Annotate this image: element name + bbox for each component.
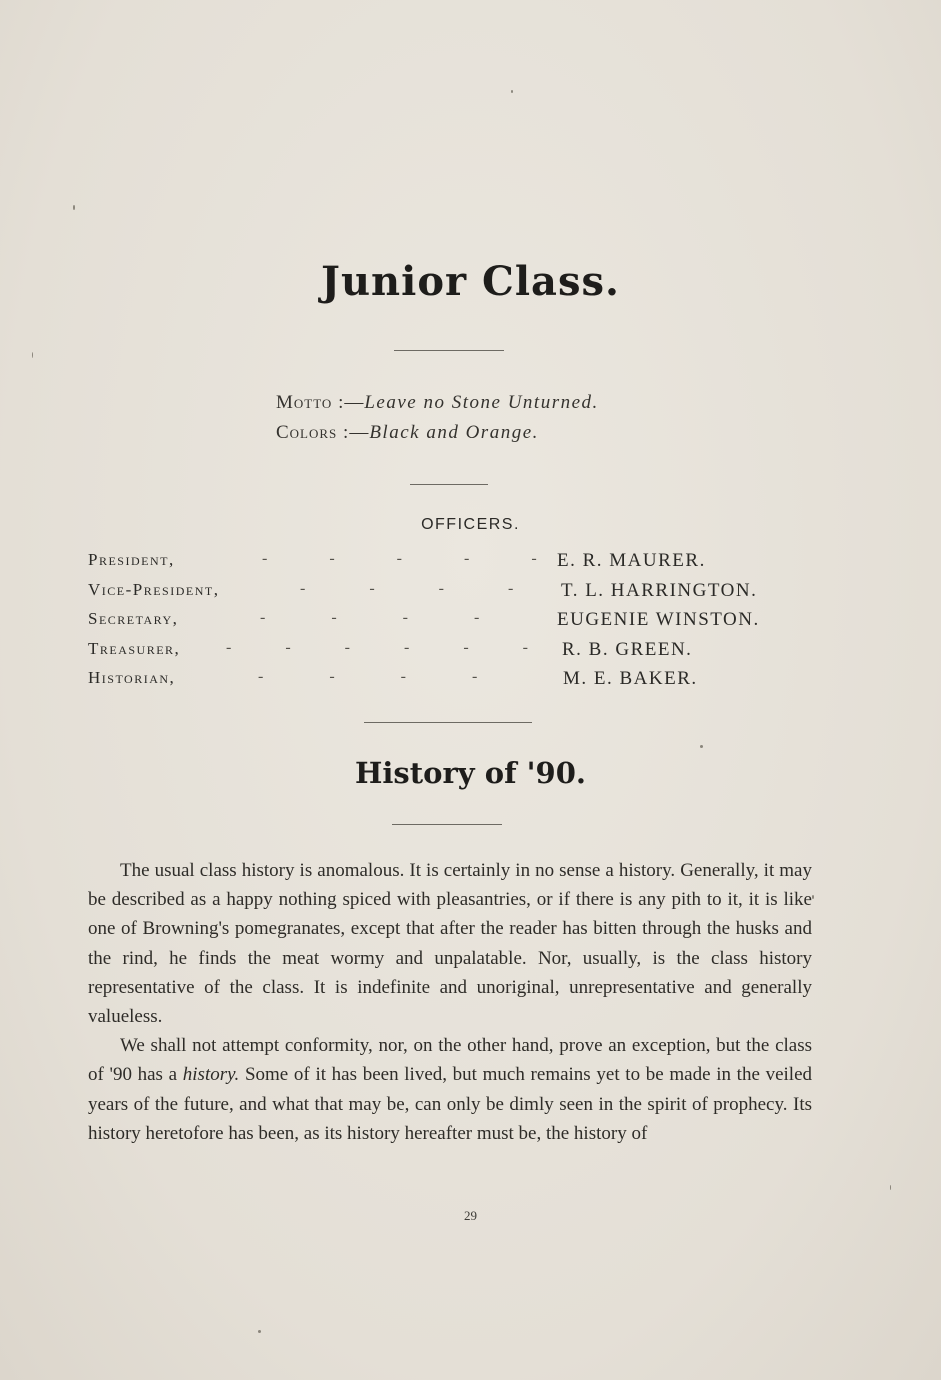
officer-row-treasurer xyxy=(0,639,941,669)
officer-row-vice-president xyxy=(0,580,941,610)
page-number: 29 xyxy=(464,1208,477,1223)
officers-heading: OFFICERS. xyxy=(421,516,520,533)
officer-title: Historian, xyxy=(88,668,176,687)
paper-speck xyxy=(890,1185,891,1190)
officer-leader-dashes: - - - - - - xyxy=(226,639,528,656)
officer-title: Treasurer, xyxy=(88,639,181,658)
officer-title: Vice-President, xyxy=(88,580,220,599)
history-paragraph xyxy=(88,1031,812,1148)
motto-label: Motto :— xyxy=(276,392,365,413)
paper-speck xyxy=(258,1330,261,1333)
paragraph-text: Some of it has been lived, but much remains yet to be made in the veiled years of the future, and what that may be, can only be dimly seen in the spirit of prophecy. Its history heretofore has been, as its history hereafter must be, the history of xyxy=(88,1064,813,1144)
motto-divider xyxy=(410,484,488,485)
colors-value: Black and Orange. xyxy=(369,422,539,443)
motto-line xyxy=(276,392,599,414)
history-heading: History of '90. xyxy=(355,756,586,790)
page-title: Junior Class. xyxy=(321,258,620,305)
officer-name: T. L. HARRINGTON. xyxy=(561,580,758,601)
officer-name: M. E. BAKER. xyxy=(563,668,698,689)
paragraph-text: We shall not attempt conformity, nor, on the other hand, prove an exception, but the class of '90 has a xyxy=(88,1035,812,1086)
officer-name: R. B. GREEN. xyxy=(562,639,693,660)
officer-title: Secretary, xyxy=(88,609,179,628)
officer-leader-dashes: - - - - xyxy=(300,580,514,597)
officer-row-secretary xyxy=(0,609,941,639)
officer-row-historian xyxy=(0,668,941,698)
paper-speck xyxy=(812,895,814,899)
colors-line xyxy=(276,422,539,444)
motto-value: Leave no Stone Unturned. xyxy=(364,392,599,413)
officer-leader-dashes: - - - - - xyxy=(262,550,537,567)
paper-speck xyxy=(511,90,513,93)
officer-row-president xyxy=(0,550,941,580)
officer-leader-dashes: - - - - xyxy=(258,668,478,685)
officer-name: EUGENIE WINSTON. xyxy=(557,609,760,630)
emphasized-word: history. xyxy=(182,1064,240,1086)
officer-name: E. R. MAURER. xyxy=(557,550,706,571)
title-divider xyxy=(394,350,504,351)
officer-title: President, xyxy=(88,550,175,569)
colors-label: Colors :— xyxy=(276,422,370,443)
officer-leader-dashes: - - - - xyxy=(260,609,480,626)
paper-speck xyxy=(700,745,703,748)
paper-speck xyxy=(73,205,75,210)
paper-speck xyxy=(32,352,33,358)
history-paragraph: The usual class history is anomalous. It is certainly in no sense a history. Generally, it may be described as a happy nothing spiced with pleasantries, or if there is any pith to it, it is like one of Browning's pomegranates, except that after the reader has bitten through the husks and the rind, he finds the meat wormy and unpalatable. Nor, usually, is the class history representative of the class. It is indefinite and unoriginal, unrepresentative and generally valueless. xyxy=(88,860,812,1028)
history-body xyxy=(88,856,812,1148)
history-divider xyxy=(392,824,502,825)
officers-divider xyxy=(364,722,532,723)
